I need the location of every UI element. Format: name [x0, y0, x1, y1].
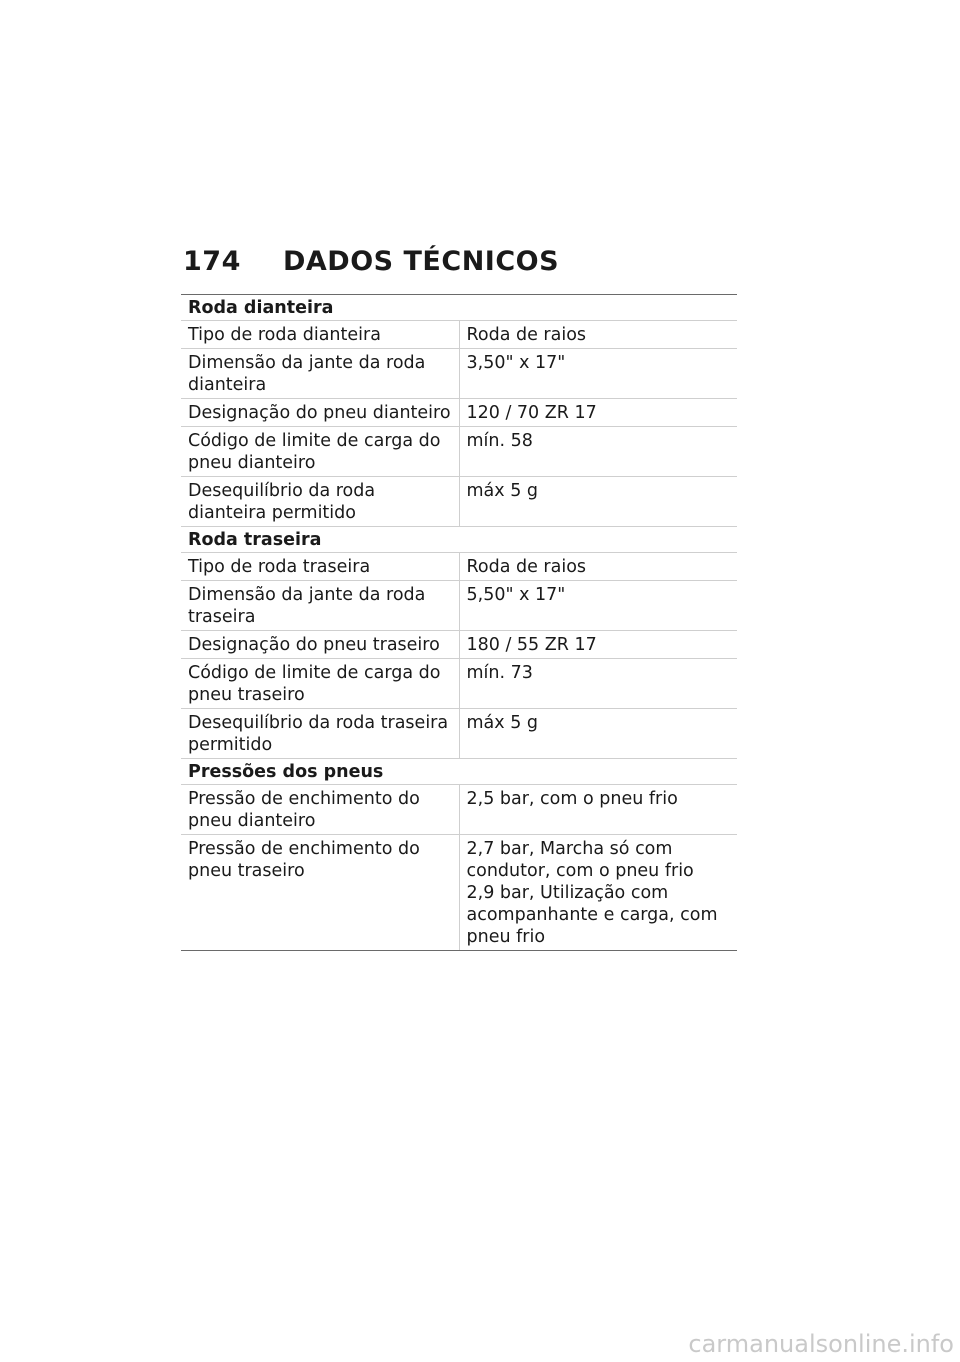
row-value — [459, 835, 737, 951]
table-row — [181, 399, 737, 427]
section-title: Roda traseira — [181, 527, 737, 553]
page-title: DADOS TÉCNICOS — [283, 246, 560, 277]
row-value-line: máx 5 g — [466, 481, 538, 501]
row-value — [459, 581, 737, 631]
table-row — [181, 785, 737, 835]
row-value — [459, 349, 737, 399]
row-value-line: Roda de raios — [466, 557, 587, 577]
row-value-line: 2,9 bar, Utilização com acompanhante e carga, com pneu frio — [466, 883, 718, 947]
row-label: Designação do pneu dianteiro — [181, 399, 459, 427]
table-row — [181, 659, 737, 709]
row-value — [459, 659, 737, 709]
row-value-line: máx 5 g — [466, 713, 538, 733]
section-header-front-wheel — [181, 295, 737, 321]
table-row — [181, 835, 737, 951]
section-title: Pressões dos pneus — [181, 759, 737, 785]
row-value — [459, 785, 737, 835]
row-label: Tipo de roda dianteira — [181, 321, 459, 349]
table-row — [181, 631, 737, 659]
section-header-tyre-pressures — [181, 759, 737, 785]
row-label: Desequilíbrio da roda traseira permitido — [181, 709, 459, 759]
watermark: carmanualsonline.info — [688, 1330, 954, 1358]
row-label: Dimensão da jante da roda dianteira — [181, 349, 459, 399]
table-row — [181, 349, 737, 399]
row-label: Pressão de enchimento do pneu dianteiro — [181, 785, 459, 835]
row-label: Código de limite de carga do pneu dianteiro — [181, 427, 459, 477]
table-row — [181, 553, 737, 581]
row-value-line: mín. 58 — [466, 431, 533, 451]
row-value-line: 120 / 70 ZR 17 — [466, 403, 597, 423]
table-row — [181, 581, 737, 631]
row-value-line: mín. 73 — [466, 663, 533, 683]
row-label: Código de limite de carga do pneu traseiro — [181, 659, 459, 709]
row-value — [459, 477, 737, 527]
row-value-line: 5,50" x 17" — [466, 585, 566, 605]
row-label: Designação do pneu traseiro — [181, 631, 459, 659]
table-row — [181, 321, 737, 349]
row-label: Desequilíbrio da roda dianteira permitido — [181, 477, 459, 527]
table-row — [181, 477, 737, 527]
row-label: Tipo de roda traseira — [181, 553, 459, 581]
row-value — [459, 427, 737, 477]
row-label: Pressão de enchimento do pneu traseiro — [181, 835, 459, 951]
row-value-line: 3,50" x 17" — [466, 353, 566, 373]
row-value — [459, 399, 737, 427]
technical-data-table — [181, 294, 737, 951]
page-number: 174 — [183, 246, 241, 277]
row-value-line: Roda de raios — [466, 325, 587, 345]
row-value — [459, 553, 737, 581]
page-header — [183, 238, 743, 282]
table-row — [181, 427, 737, 477]
row-value-line: 2,5 bar, com o pneu frio — [466, 789, 678, 809]
section-header-rear-wheel — [181, 527, 737, 553]
row-value — [459, 321, 737, 349]
section-title: Roda dianteira — [181, 295, 737, 321]
row-value — [459, 631, 737, 659]
row-value-line: 180 / 55 ZR 17 — [466, 635, 597, 655]
row-value — [459, 709, 737, 759]
row-value-line: 2,7 bar, Marcha só com condutor, com o pneu frio — [466, 839, 694, 881]
table-row — [181, 709, 737, 759]
row-label: Dimensão da jante da roda traseira — [181, 581, 459, 631]
